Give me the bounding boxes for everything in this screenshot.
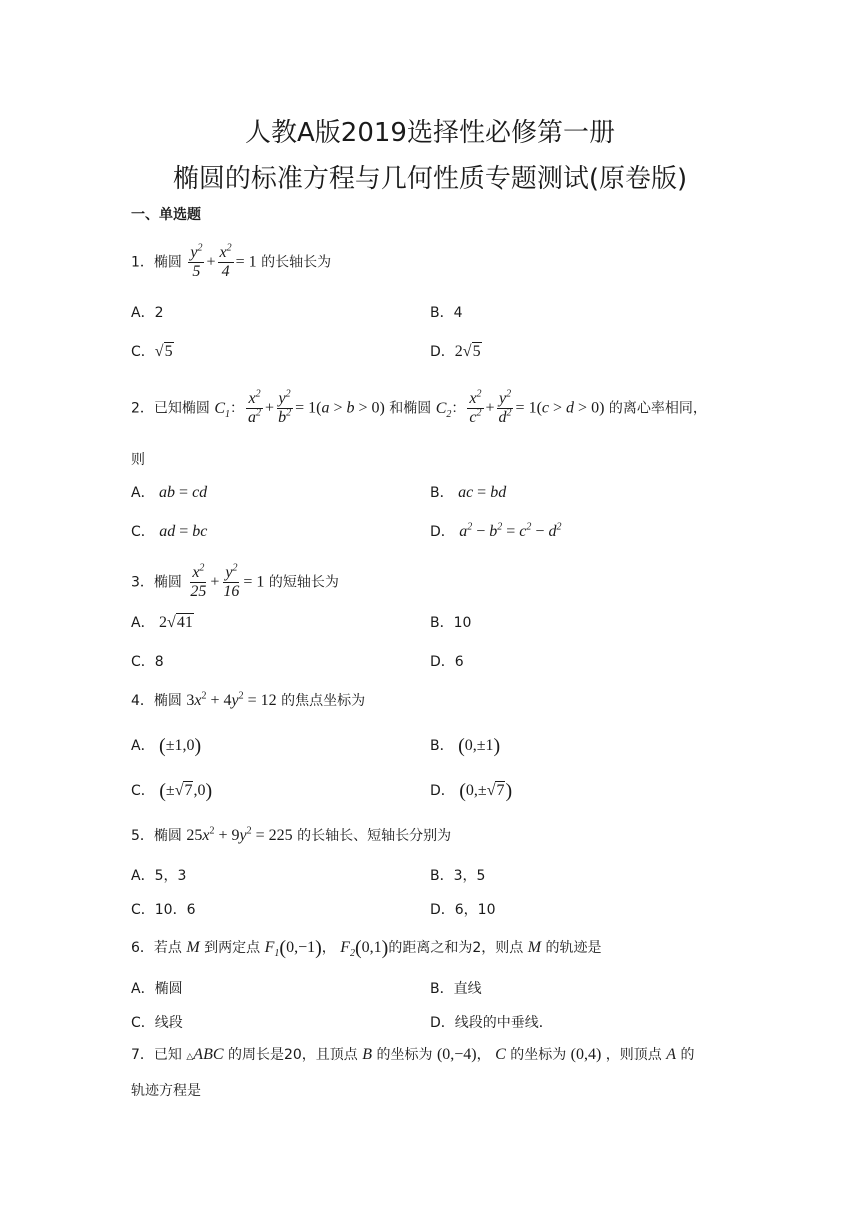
option-b[interactable]: B． ac = bd — [430, 484, 507, 501]
question-4: 4．椭圆 $3x^2 + 4y^2 = 12$ 的焦点坐标为 — [131, 690, 366, 709]
option-c[interactable]: C．8 — [131, 654, 164, 670]
option-d[interactable]: D． (0,±√7) — [430, 780, 513, 802]
option-d[interactable]: D． $a^2 - b^2 = c^2 - d^2$ — [430, 521, 562, 540]
option-a[interactable]: A．5，3 — [131, 868, 187, 884]
question-1: 1．椭圆 $\frac{y^2}{5}$ + $\frac{x^2}{4}$ = 1 的长轴长为 — [131, 242, 332, 280]
question-7: 7．已知 △ABC 的周长是20，且顶点 B 的坐标为 (0,−4)， C 的坐标为 (0,4) ，则顶点 A 的 — [131, 1046, 695, 1063]
option-a[interactable]: A．椭圆 — [131, 981, 183, 997]
option-d[interactable]: D．线段的中垂线． — [430, 1015, 553, 1031]
option-a[interactable]: A．2 — [131, 305, 164, 321]
option-d[interactable]: D．6，10 — [430, 902, 496, 918]
question-3: 3．椭圆 $\frac{x^2}{25}$ + $\frac{y^2}{16}$ = 1 的短轴长为 — [131, 562, 339, 600]
option-a[interactable]: A． ab = cd — [131, 484, 208, 501]
option-c[interactable]: C． ad = bc — [131, 523, 208, 540]
option-c[interactable]: C．10．6 — [131, 902, 196, 918]
option-a[interactable]: A． 2√41 — [131, 614, 193, 631]
option-b[interactable]: B．直线 — [430, 981, 482, 997]
question-7-wrap: 轨迹方程是 — [131, 1083, 201, 1099]
option-c[interactable]: C． (±√7,0) — [131, 780, 213, 802]
question-2: 2．已知椭圆 $C_1$： $\frac{x^2}{a^2}$ + $\frac{y^2}{b^2}$ = 1(a > b > 0) 和椭圆 $C_2$： $\frac{x^2}{c^2}$ + $\frac{y^2}{d^2}$ = 1(c > d > 0) 的离心率相同， — [131, 388, 707, 426]
question-5: 5．椭圆 $25x^2 + 9y^2 = 225$ 的长轴长、短轴长分别为 — [131, 825, 452, 844]
option-d[interactable]: D．2√5 — [430, 343, 481, 360]
document-title: 人教A版2019选择性必修第一册 — [245, 118, 615, 148]
option-c[interactable]: C．线段 — [131, 1015, 183, 1031]
document-subtitle: 椭圆的标准方程与几何性质专题测试(原卷版) — [172, 164, 688, 194]
option-b[interactable]: B． (0,±1) — [430, 735, 501, 757]
option-b[interactable]: B．4 — [430, 305, 463, 321]
option-d[interactable]: D．6 — [430, 654, 464, 670]
option-b[interactable]: B．10 — [430, 615, 472, 631]
option-c[interactable]: C．√5 — [131, 343, 173, 360]
question-2-wrap: 则 — [131, 452, 145, 468]
section-heading: 一、单选题 — [131, 207, 201, 223]
question-6: 6．若点 M 到两定点 $F_1(0,-1)$， $F_2(0,1)$的距离之和为2，则点 M 的轨迹是 — [131, 937, 602, 960]
option-a[interactable]: A． (±1,0) — [131, 735, 202, 757]
math-fraction: $\frac{y^2}{5}$ — [190, 242, 203, 280]
option-b[interactable]: B．3，5 — [430, 868, 486, 884]
